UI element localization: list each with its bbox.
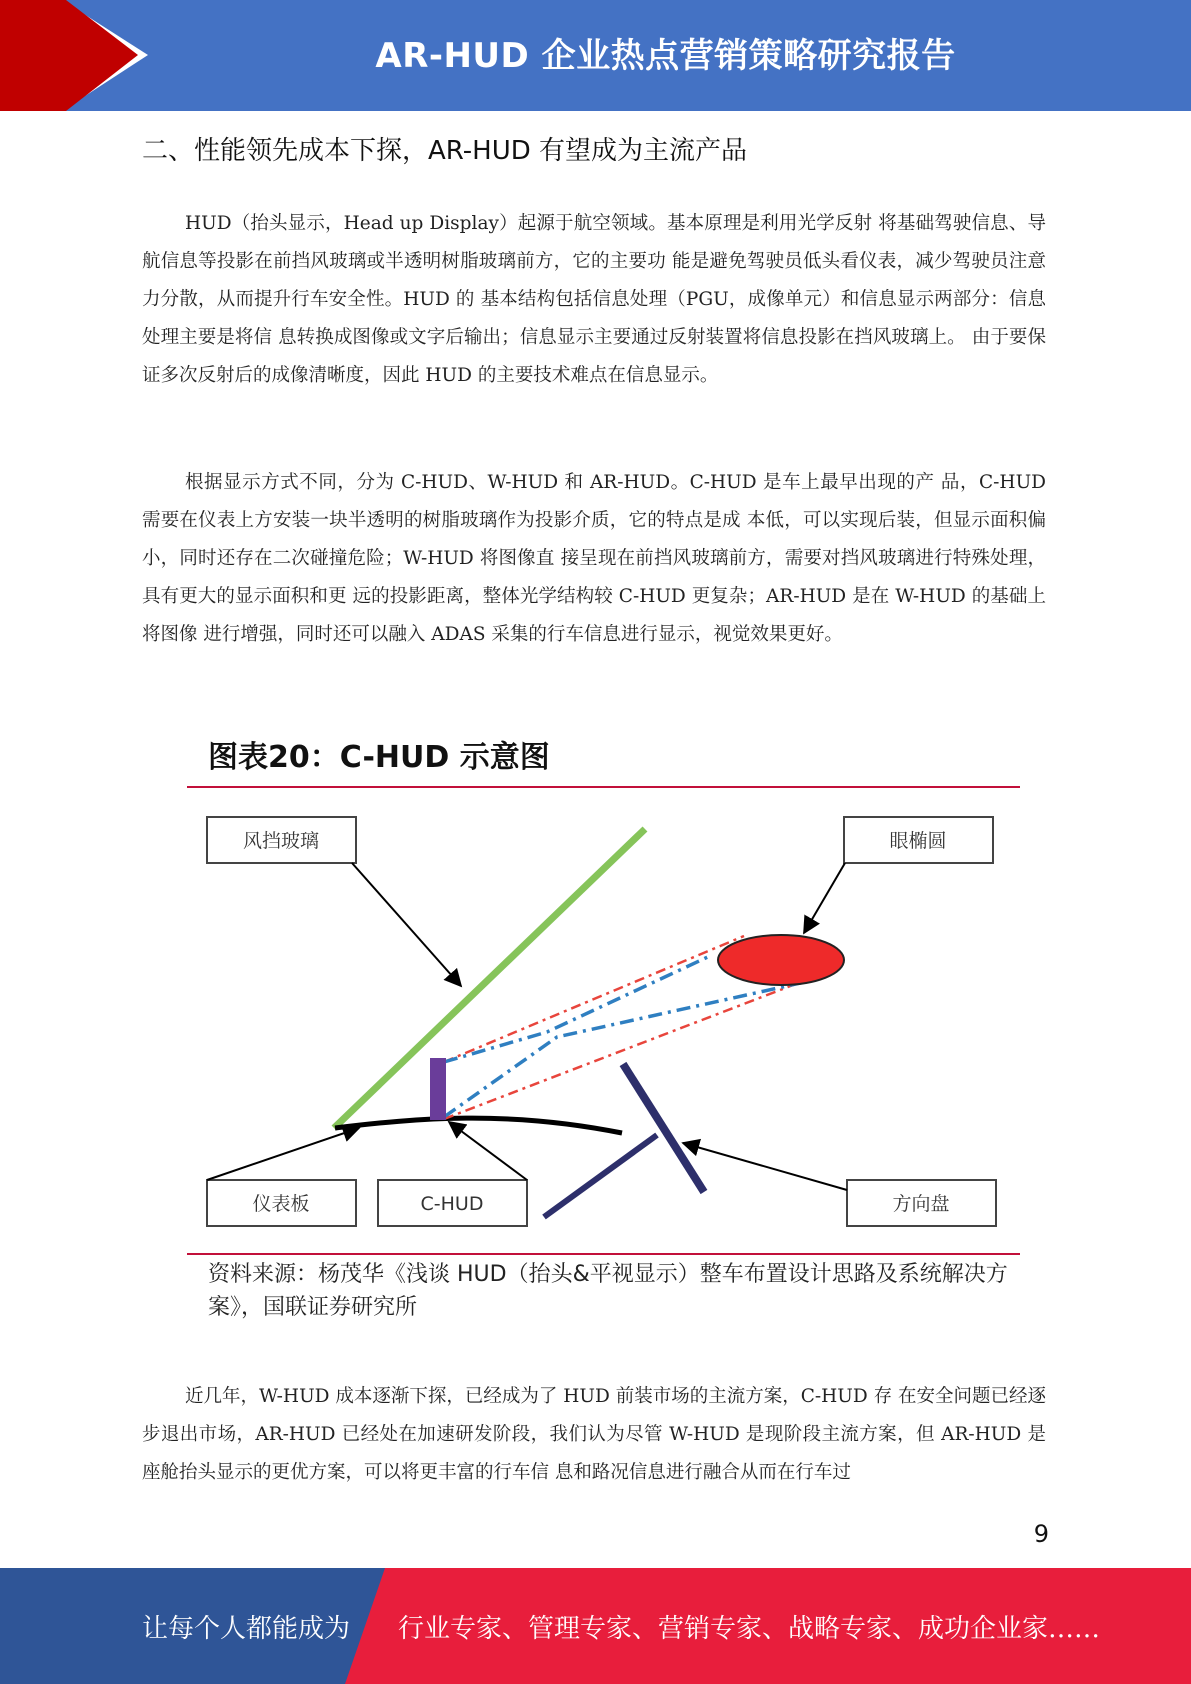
label-eyebox: 眼椭圆 (889, 830, 947, 852)
ray-blue-lower (444, 980, 814, 1117)
paragraph-hud-types: 根据显示方式不同，分为 C-HUD、W-HUD 和 AR-HUD。C-HUD 是车上最早出现的产 品，C-HUD 需要在仪表上方安装一块半透明的树脂玻璃作为投影介质，它的特点是成 本低，可以实现后装，但显示面积偏小，同时还存在二次碰撞危险；W-HUD 将图像直 接呈现在前挡风玻璃前方，需要对挡风玻璃进行特殊处理，具有更大的显示面积和更 远的投影距离，整体光学结构较 C-HUD 更复杂；AR-HUD 是在 W-HUD 的基础上将图像 进行增强，同时还可以融入 ADAS 采集的行车信息进行显示，视觉效果更好。 (142, 472, 1046, 645)
eyebox-ellipse (718, 935, 844, 985)
label-chud: C-HUD (420, 1193, 484, 1215)
figure-top-rule (187, 786, 1020, 788)
paragraph-market-trend: 近几年，W-HUD 成本逐渐下探，已经成为了 HUD 前装市场的主流方案，C-HUD 存 在安全问题已经逐步退出市场，AR-HUD 已经处在加速研发阶段，我们认为尽管 W-HUD 是现阶段主流方案，但 AR-HUD 是座舱抬头显示的更优方案，可以将更丰富的行车信 息和路况信息进行融合从而在行车过 (142, 1386, 1046, 1483)
windshield-line (334, 829, 645, 1128)
report-title: AR-HUD 企业热点营销策略研究报告 (375, 36, 956, 76)
label-box-steering-wheel (847, 1180, 996, 1226)
label-windshield: 风挡玻璃 (242, 830, 320, 852)
steering-column (623, 1064, 704, 1192)
footer-banner (0, 1568, 1191, 1684)
label-steering-wheel: 方向盘 (892, 1193, 950, 1215)
ray-red-upper (444, 936, 744, 1062)
header-bar (0, 0, 1191, 111)
paragraph-hud-intro: HUD（抬头显示，Head up Display）起源于航空领域。基本原理是利用光学反射 将基础驾驶信息、导航信息等投影在前挡风玻璃或半透明树脂玻璃前方，它的主要功 能是避免驾驶员低头看仪表，减少驾驶员注意力分散，从而提升行车安全性。HUD 的 基本结构包括信息处理（PGU，成像单元）和信息显示两部分：信息处理主要是将信 息转换成图像或文字后输出；信息显示主要通过反射装置将信息投影在挡风玻璃上。 由于要保证多次反射后的成像清晰度，因此 HUD 的主要技术难点在信息显示。 (142, 213, 1046, 386)
figure-source: 资料来源：杨茂华《浅谈 HUD（抬头&平视显示）整车布置设计思路及系统解决方案》，国联证券研究所 (208, 1262, 1008, 1320)
dashboard-curve (335, 1118, 622, 1133)
arrow-steering-wheel (683, 1143, 847, 1190)
label-box-eyebox (844, 817, 993, 863)
steering-shaft (544, 1135, 657, 1217)
arrow-windshield (352, 863, 461, 986)
arrow-chud (449, 1122, 527, 1180)
page-number: 9 (1033, 1520, 1049, 1548)
figure-title: 图表20：C-HUD 示意图 (208, 740, 550, 775)
label-box-dashboard (207, 1180, 356, 1226)
ray-blue-upper (444, 955, 712, 1062)
footer-slogan-right: 行业专家、管理专家、营销专家、战略专家、成功企业家…… (398, 1614, 1101, 1644)
arrow-dashboard (207, 1128, 359, 1180)
chud-diagram (187, 796, 1020, 1248)
figure-bottom-rule (187, 1253, 1020, 1255)
label-dashboard: 仪表板 (252, 1193, 310, 1215)
chud-combiner (430, 1058, 446, 1120)
arrow-eyebox (804, 863, 845, 933)
label-box-chud (378, 1180, 527, 1226)
footer-slogan-left: 让每个人都能成为 (142, 1614, 351, 1644)
ray-red-lower (444, 977, 814, 1119)
label-box-windshield (207, 817, 356, 863)
section-heading: 二、性能领先成本下探，AR-HUD 有望成为主流产品 (142, 136, 748, 166)
